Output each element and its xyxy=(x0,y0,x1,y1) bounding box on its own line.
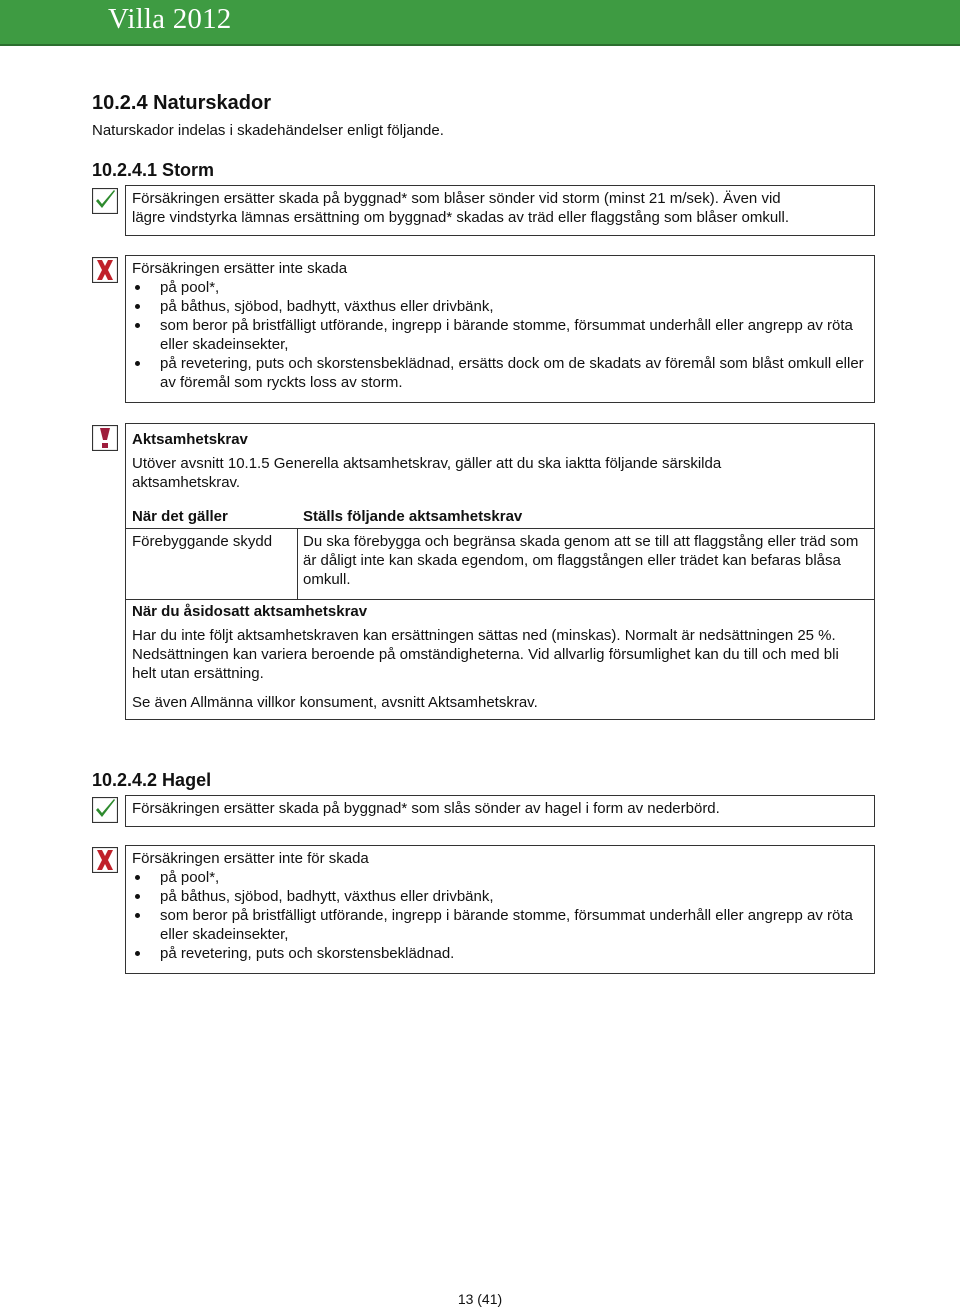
neglect-text: Har du inte följt aktsamhetskraven kan ersättningen sättas ned (minskas). Normalt är nedsättningen 25 %. Nedsättningen kan variera beroende på omständigheterna. Vid allvarlig försumlighet kan du till och med bli helt utan ersättning. xyxy=(132,627,839,682)
cross-icon xyxy=(92,847,118,873)
list-item: på revetering, puts och skorstensbeklädnad. xyxy=(132,944,868,963)
page-number: 13 (41) xyxy=(457,1291,503,1307)
list-item: som beror på bristfälligt utförande, ingrepp i bärande stomme, försummat underhåll eller angrepp av röta eller skadeinsekter, xyxy=(132,906,868,944)
exclamation-icon xyxy=(92,425,118,451)
storm-excluded-list xyxy=(132,278,868,392)
row-when: Förebyggande skydd xyxy=(132,533,273,550)
hail-covered-text: Försäkringen ersätter skada på byggnad* som slås sönder av hagel i form av nederbörd. xyxy=(132,800,720,817)
list-item: på pool*, xyxy=(132,278,868,297)
care-intro: Utöver avsnitt 10.1.5 Generella aktsamhetskrav, gäller att du ska iaktta följande särskilda aktsamhetskrav. xyxy=(132,455,722,491)
storm-covered-line-1: Försäkringen ersätter skada på byggnad* som blåser sönder vid storm (minst 21 m/sek). Även vid xyxy=(132,190,781,207)
col-header-requirement: Ställs följande aktsamhetskrav xyxy=(303,508,523,525)
list-item: på revetering, puts och skorstensbeklädnad, ersätts dock om de skadats av föremål som blåst omkull eller av föremål som ryckts loss av storm. xyxy=(132,354,868,392)
storm-excluded-box xyxy=(125,255,875,403)
hail-excluded-list xyxy=(132,868,868,963)
cross-icon xyxy=(92,257,118,283)
storm-covered-box xyxy=(125,185,875,236)
neglect-title: När du åsidosatt aktsamhetskrav xyxy=(132,603,368,620)
care-title: Aktsamhetskrav xyxy=(132,431,248,448)
section-heading: 10.2.4 Naturskador xyxy=(92,92,271,114)
header-bar xyxy=(0,0,960,46)
document-title: Villa 2012 xyxy=(108,3,232,35)
storm-excluded-title: Försäkringen ersätter inte skada xyxy=(132,260,348,277)
list-item: på båthus, sjöbod, badhytt, växthus eller drivbänk, xyxy=(132,887,868,906)
storm-covered-line-2: lägre vindstyrka lämnas ersättning om byggnad* skadas av träd eller flaggstång som blåser omkull. xyxy=(132,209,789,226)
section-intro: Naturskador indelas i skadehändelser enligt följande. xyxy=(92,122,444,139)
list-item: på pool*, xyxy=(132,868,868,887)
storm-heading: 10.2.4.1 Storm xyxy=(92,160,215,180)
care-requirement-box xyxy=(125,423,875,720)
hail-covered-box xyxy=(125,795,875,827)
column-divider xyxy=(297,529,298,599)
hail-excluded-box xyxy=(125,845,875,974)
hail-heading: 10.2.4.2 Hagel xyxy=(92,770,212,790)
list-item: som beror på bristfälligt utförande, ingrepp i bärande stomme, försummat underhåll eller angrepp av röta eller skadeinsekter, xyxy=(132,316,868,354)
check-icon xyxy=(92,797,118,823)
see-also: Se även Allmänna villkor konsument, avsnitt Aktsamhetskrav. xyxy=(132,694,538,711)
list-item: på båthus, sjöbod, badhytt, växthus eller drivbänk, xyxy=(132,297,868,316)
row-requirement: Du ska förebygga och begränsa skada genom att se till att flaggstång eller träd som är dåligt inte kan skada egendom, om flaggstången eller trädet kan befaras blåsa omkull. xyxy=(303,533,859,588)
check-icon xyxy=(92,188,118,214)
hail-excluded-title: Försäkringen ersätter inte för skada xyxy=(132,850,369,867)
care-table-row xyxy=(126,528,874,600)
col-header-when: När det gäller xyxy=(132,508,228,525)
